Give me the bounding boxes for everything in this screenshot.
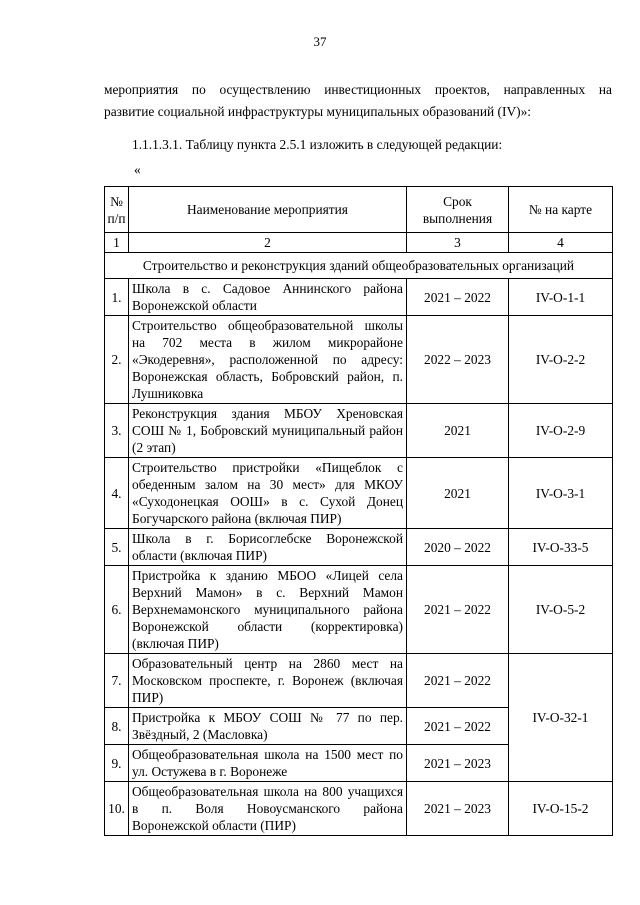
- row-map: IV-O-2-9: [509, 404, 613, 458]
- index-cell: 1: [105, 233, 129, 253]
- row-num: 4.: [105, 458, 129, 529]
- row-map: IV-O-33-5: [509, 529, 613, 566]
- header-num: № п/п: [105, 187, 129, 233]
- row-num: 10.: [105, 782, 129, 836]
- row-name: Школа в с. Садовое Аннинского района Воронежской области: [129, 279, 407, 316]
- row-num: 7.: [105, 654, 129, 708]
- row-map: IV-O-5-2: [509, 566, 613, 654]
- row-map: IV-O-1-1: [509, 279, 613, 316]
- row-term: 2021 – 2022: [407, 279, 509, 316]
- page-number: 37: [313, 34, 327, 49]
- row-num: 6.: [105, 566, 129, 654]
- table-header-row: [105, 187, 613, 233]
- index-cell: 4: [509, 233, 613, 253]
- row-num: 8.: [105, 708, 129, 745]
- table-row: [105, 458, 613, 529]
- header-term: Срок выполнения: [407, 187, 509, 233]
- row-term: 2021 – 2023: [407, 745, 509, 782]
- table-row: [105, 782, 613, 836]
- body-paragraph: мероприятия по осуществлению инвестиционных проектов, направленных на: [104, 82, 612, 97]
- row-name: Общеобразовательная школа на 1500 мест по ул. Остужева в г. Воронеже: [129, 745, 407, 782]
- row-term: 2021 – 2023: [407, 782, 509, 836]
- table-row: [105, 316, 613, 404]
- section-title: Строительство и реконструкция зданий общеобразовательных организаций: [105, 253, 613, 279]
- row-term: 2021 – 2022: [407, 566, 509, 654]
- row-num: 3.: [105, 404, 129, 458]
- row-name: Образовательный центр на 2860 мест на Московском проспекте, г. Воронеж (включая ПИР): [129, 654, 407, 708]
- index-cell: 3: [407, 233, 509, 253]
- row-map: IV-O-3-1: [509, 458, 613, 529]
- body-paragraph: развитие социальной инфраструктуры муниципальных образований (IV)»:: [104, 104, 531, 119]
- row-term: 2021: [407, 404, 509, 458]
- row-map: IV-O-15-2: [509, 782, 613, 836]
- row-name: Пристройка к зданию МБОО «Лицей села Верхний Мамон» в с. Верхний Мамон Верхнемамонского муниципального района Воронежской области (корректировка) (включая ПИР): [129, 566, 407, 654]
- section-row: [105, 253, 613, 279]
- row-term: 2021 – 2022: [407, 654, 509, 708]
- header-map: № на карте: [509, 187, 613, 233]
- table-row: [105, 529, 613, 566]
- row-name: Общеобразовательная школа на 800 учащихся в п. Воля Новоусманского района Воронежской области (ПИР): [129, 782, 407, 836]
- events-table: [104, 186, 613, 836]
- row-name: Школа в г. Борисоглебске Воронежской области (включая ПИР): [129, 529, 407, 566]
- row-num: 9.: [105, 745, 129, 782]
- table-row: [105, 654, 613, 708]
- amendment-paragraph: 1.1.1.3.1. Таблицу пункта 2.5.1 изложить в следующей редакции:: [132, 137, 503, 152]
- header-name: Наименование мероприятия: [129, 187, 407, 233]
- opening-quote: «: [134, 162, 141, 177]
- index-cell: 2: [129, 233, 407, 253]
- row-term: 2021 – 2022: [407, 708, 509, 745]
- row-term: 2020 – 2022: [407, 529, 509, 566]
- row-name: Строительство общеобразовательной школы на 702 места в жилом микрорайоне «Экодеревня», расположенной по адресу: Воронежская область, Бобровский район, п. Лушниковка: [129, 316, 407, 404]
- row-num: 1.: [105, 279, 129, 316]
- table-row: [105, 404, 613, 458]
- row-name: Пристройка к МБОУ СОШ № 77 по пер. Звёздный, 2 (Масловка): [129, 708, 407, 745]
- row-num: 5.: [105, 529, 129, 566]
- row-num: 2.: [105, 316, 129, 404]
- row-name: Реконструкция здания МБОУ Хреновская СОШ № 1, Бобровский муниципальный район (2 этап): [129, 404, 407, 458]
- table-row: [105, 279, 613, 316]
- row-map: IV-O-32-1: [509, 654, 613, 782]
- table-row: [105, 566, 613, 654]
- row-map: IV-O-2-2: [509, 316, 613, 404]
- row-term: 2022 – 2023: [407, 316, 509, 404]
- row-name: Строительство пристройки «Пищеблок с обеденным залом на 30 мест» для МКОУ «Суходонецкая ООШ» в с. Сухой Донец Богучарского района (включая ПИР): [129, 458, 407, 529]
- row-term: 2021: [407, 458, 509, 529]
- column-index-row: [105, 233, 613, 253]
